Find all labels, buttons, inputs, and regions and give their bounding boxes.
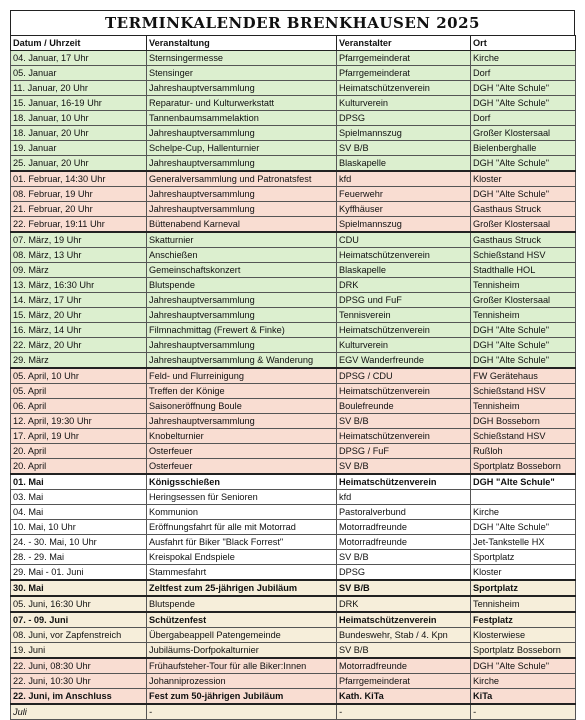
location-cell: Sportplatz Bosseborn xyxy=(471,459,576,475)
date-cell: 29. März xyxy=(11,353,147,369)
event-cell: Osterfeuer xyxy=(147,459,337,475)
organizer-cell: Motorradfreunde xyxy=(337,658,471,674)
organizer-cell: DPSG xyxy=(337,111,471,126)
table-row xyxy=(11,51,576,66)
location-cell: DGH "Alte Schule" xyxy=(471,338,576,353)
event-cell: Jahreshauptversammlung xyxy=(147,414,337,429)
location-cell: Kloster xyxy=(471,565,576,581)
table-row xyxy=(11,232,576,248)
event-cell: Knobelturnier xyxy=(147,429,337,444)
header-event: Veranstaltung xyxy=(147,36,337,51)
table-row xyxy=(11,580,576,596)
date-cell: 08. Juni, vor Zapfenstreich xyxy=(11,628,147,643)
organizer-cell: Heimatschützenverein xyxy=(337,81,471,96)
table-row xyxy=(11,535,576,550)
organizer-cell: Blaskapelle xyxy=(337,263,471,278)
date-cell: 19. Januar xyxy=(11,141,147,156)
event-cell: Anschießen xyxy=(147,248,337,263)
location-cell: FW Gerätehaus xyxy=(471,368,576,384)
event-cell: Johanniprozession xyxy=(147,674,337,689)
event-cell: Jubiläums-Dorfpokalturnier xyxy=(147,643,337,659)
table-row xyxy=(11,550,576,565)
table-row xyxy=(11,202,576,217)
organizer-cell: SV B/B xyxy=(337,550,471,565)
organizer-cell: Kulturverein xyxy=(337,96,471,111)
organizer-cell: SV B/B xyxy=(337,580,471,596)
event-cell: Kreispokal Endspiele xyxy=(147,550,337,565)
location-cell: Großer Klostersaal xyxy=(471,126,576,141)
organizer-cell: - xyxy=(337,704,471,720)
location-cell: DGH Bosseborn xyxy=(471,414,576,429)
location-cell: Schießstand HSV xyxy=(471,248,576,263)
table-row xyxy=(11,96,576,111)
table-header-row xyxy=(11,36,576,51)
location-cell: Tennisheim xyxy=(471,596,576,612)
date-cell: 17. April, 19 Uhr xyxy=(11,429,147,444)
event-cell: Saisoneröffnung Boule xyxy=(147,399,337,414)
table-row xyxy=(11,444,576,459)
event-cell: Jahreshauptversammlung xyxy=(147,202,337,217)
event-cell: Gemeinschaftskonzert xyxy=(147,263,337,278)
date-cell: 16. März, 14 Uhr xyxy=(11,323,147,338)
calendar-sheet xyxy=(10,10,575,720)
event-cell: Jahreshauptversammlung xyxy=(147,338,337,353)
location-cell: Schießstand HSV xyxy=(471,384,576,399)
date-cell: 05. April xyxy=(11,384,147,399)
table-row xyxy=(11,474,576,490)
table-row xyxy=(11,66,576,81)
table-row xyxy=(11,126,576,141)
organizer-cell: Pfarrgemeinderat xyxy=(337,51,471,66)
location-cell: DGH "Alte Schule" xyxy=(471,96,576,111)
organizer-cell: Heimatschützenverein xyxy=(337,429,471,444)
date-cell: 01. Mai xyxy=(11,474,147,490)
organizer-cell: EGV Wanderfreunde xyxy=(337,353,471,369)
event-cell: Königsschießen xyxy=(147,474,337,490)
location-cell: DGH "Alte Schule" xyxy=(471,658,576,674)
date-cell: 22. Juni, im Anschluss xyxy=(11,689,147,705)
location-cell: DGH "Alte Schule" xyxy=(471,520,576,535)
organizer-cell: Heimatschützenverein xyxy=(337,384,471,399)
organizer-cell: DPSG / FuF xyxy=(337,444,471,459)
table-row xyxy=(11,353,576,369)
event-cell: Büttenabend Karneval xyxy=(147,217,337,233)
organizer-cell: Spielmannszug xyxy=(337,126,471,141)
location-cell: Kirche xyxy=(471,51,576,66)
date-cell: 22. Februar, 19:11 Uhr xyxy=(11,217,147,233)
date-cell: 05. Januar xyxy=(11,66,147,81)
organizer-cell: DPSG / CDU xyxy=(337,368,471,384)
table-row xyxy=(11,308,576,323)
header-date: Datum / Uhrzeit xyxy=(11,36,147,51)
event-cell: - xyxy=(147,704,337,720)
event-cell: Filmnachmittag (Frewert & Finke) xyxy=(147,323,337,338)
date-cell: 10. Mai, 10 Uhr xyxy=(11,520,147,535)
organizer-cell: Heimatschützenverein xyxy=(337,323,471,338)
organizer-cell: Pfarrgemeinderat xyxy=(337,66,471,81)
event-cell: Jahreshauptversammlung xyxy=(147,156,337,172)
event-cell: Jahreshauptversammlung xyxy=(147,187,337,202)
table-row xyxy=(11,338,576,353)
table-row xyxy=(11,658,576,674)
event-cell: Jahreshauptversammlung & Wanderung xyxy=(147,353,337,369)
table-row xyxy=(11,384,576,399)
location-cell: Dorf xyxy=(471,111,576,126)
date-cell: 15. Januar, 16-19 Uhr xyxy=(11,96,147,111)
event-cell: Eröffnungsfahrt für alle mit Motorrad xyxy=(147,520,337,535)
table-row xyxy=(11,612,576,628)
location-cell: Gasthaus Struck xyxy=(471,202,576,217)
table-row xyxy=(11,596,576,612)
table-row xyxy=(11,278,576,293)
date-cell: 06. April xyxy=(11,399,147,414)
event-cell: Jahreshauptversammlung xyxy=(147,308,337,323)
event-cell: Stammesfahrt xyxy=(147,565,337,581)
location-cell: Tennisheim xyxy=(471,278,576,293)
organizer-cell: Pfarrgemeinderat xyxy=(337,674,471,689)
organizer-cell: SV B/B xyxy=(337,459,471,475)
organizer-cell: kfd xyxy=(337,171,471,187)
date-cell: 12. April, 19:30 Uhr xyxy=(11,414,147,429)
location-cell: Sportplatz xyxy=(471,580,576,596)
event-cell: Generalversammlung und Patronatsfest xyxy=(147,171,337,187)
location-cell: DGH "Alte Schule" xyxy=(471,156,576,172)
organizer-cell: Heimatschützenverein xyxy=(337,612,471,628)
event-cell: Jahreshauptversammlung xyxy=(147,81,337,96)
event-cell: Zeltfest zum 25-jährigen Jubiläum xyxy=(147,580,337,596)
location-cell: DGH "Alte Schule" xyxy=(471,81,576,96)
event-cell: Schützenfest xyxy=(147,612,337,628)
table-row xyxy=(11,399,576,414)
event-cell: Frühaufsteher-Tour für alle Biker:Innen xyxy=(147,658,337,674)
table-row xyxy=(11,217,576,233)
table-row xyxy=(11,643,576,659)
table-row xyxy=(11,459,576,475)
date-cell: 20. April xyxy=(11,459,147,475)
date-cell: 22. März, 20 Uhr xyxy=(11,338,147,353)
date-cell: 05. April, 10 Uhr xyxy=(11,368,147,384)
organizer-cell: Heimatschützenverein xyxy=(337,474,471,490)
date-cell: 07. März, 19 Uhr xyxy=(11,232,147,248)
location-cell: Kirche xyxy=(471,674,576,689)
event-cell: Tannenbaumsammelaktion xyxy=(147,111,337,126)
location-cell: Klosterwiese xyxy=(471,628,576,643)
location-cell: Tennisheim xyxy=(471,399,576,414)
date-cell: 14. März, 17 Uhr xyxy=(11,293,147,308)
date-cell: Juli xyxy=(11,704,147,720)
location-cell: DGH "Alte Schule" xyxy=(471,474,576,490)
date-cell: 09. März xyxy=(11,263,147,278)
location-cell: Sportplatz xyxy=(471,550,576,565)
table-row xyxy=(11,368,576,384)
location-cell: Rußloh xyxy=(471,444,576,459)
organizer-cell: Blaskapelle xyxy=(337,156,471,172)
table-row xyxy=(11,81,576,96)
location-cell: Gasthaus Struck xyxy=(471,232,576,248)
organizer-cell: Kyffhäuser xyxy=(337,202,471,217)
table-row xyxy=(11,704,576,720)
date-cell: 20. April xyxy=(11,444,147,459)
location-cell: DGH "Alte Schule" xyxy=(471,187,576,202)
organizer-cell: Tennisverein xyxy=(337,308,471,323)
event-cell: Stensinger xyxy=(147,66,337,81)
location-cell: Schießstand HSV xyxy=(471,429,576,444)
table-row xyxy=(11,689,576,705)
organizer-cell: DRK xyxy=(337,596,471,612)
date-cell: 13. März, 16:30 Uhr xyxy=(11,278,147,293)
organizer-cell: Pastoralverbund xyxy=(337,505,471,520)
event-cell: Treffen der Könige xyxy=(147,384,337,399)
date-cell: 03. Mai xyxy=(11,490,147,505)
date-cell: 18. Januar, 10 Uhr xyxy=(11,111,147,126)
table-row xyxy=(11,171,576,187)
date-cell: 22. Juni, 08:30 Uhr xyxy=(11,658,147,674)
organizer-cell: Boulefreunde xyxy=(337,399,471,414)
table-row xyxy=(11,429,576,444)
location-cell: Stadthalle HOL xyxy=(471,263,576,278)
date-cell: 29. Mai - 01. Juni xyxy=(11,565,147,581)
location-cell: KiTa xyxy=(471,689,576,705)
location-cell: Großer Klostersaal xyxy=(471,293,576,308)
location-cell: Dorf xyxy=(471,66,576,81)
date-cell: 28. - 29. Mai xyxy=(11,550,147,565)
organizer-cell: Spielmannszug xyxy=(337,217,471,233)
table-row xyxy=(11,156,576,172)
location-cell: DGH "Alte Schule" xyxy=(471,353,576,369)
organizer-cell: SV B/B xyxy=(337,414,471,429)
location-cell: - xyxy=(471,704,576,720)
location-cell: Tennisheim xyxy=(471,308,576,323)
organizer-cell: Bundeswehr, Stab / 4. Kpn xyxy=(337,628,471,643)
date-cell: 30. Mai xyxy=(11,580,147,596)
event-cell: Kommunion xyxy=(147,505,337,520)
event-cell: Heringsessen für Senioren xyxy=(147,490,337,505)
date-cell: 04. Januar, 17 Uhr xyxy=(11,51,147,66)
date-cell: 11. Januar, 20 Uhr xyxy=(11,81,147,96)
organizer-cell: Feuerwehr xyxy=(337,187,471,202)
organizer-cell: CDU xyxy=(337,232,471,248)
table-row xyxy=(11,293,576,308)
table-row xyxy=(11,187,576,202)
date-cell: 08. März, 13 Uhr xyxy=(11,248,147,263)
organizer-cell: kfd xyxy=(337,490,471,505)
table-row xyxy=(11,414,576,429)
organizer-cell: SV B/B xyxy=(337,141,471,156)
location-cell: Festplatz xyxy=(471,612,576,628)
table-row xyxy=(11,505,576,520)
table-row xyxy=(11,520,576,535)
table-row xyxy=(11,628,576,643)
date-cell: 01. Februar, 14:30 Uhr xyxy=(11,171,147,187)
organizer-cell: Kulturverein xyxy=(337,338,471,353)
table-row xyxy=(11,674,576,689)
location-cell: Großer Klostersaal xyxy=(471,217,576,233)
date-cell: 05. Juni, 16:30 Uhr xyxy=(11,596,147,612)
location-cell: Kloster xyxy=(471,171,576,187)
event-cell: Jahreshauptversammlung xyxy=(147,293,337,308)
event-cell: Reparatur- und Kulturwerkstatt xyxy=(147,96,337,111)
date-cell: 19. Juni xyxy=(11,643,147,659)
table-row xyxy=(11,490,576,505)
table-row xyxy=(11,111,576,126)
table-row xyxy=(11,248,576,263)
event-cell: Fest zum 50-jährigen Jubiläum xyxy=(147,689,337,705)
event-cell: Feld- und Flurreinigung xyxy=(147,368,337,384)
event-cell: Jahreshauptversammlung xyxy=(147,126,337,141)
event-rows xyxy=(11,51,576,720)
event-cell: Ausfahrt für Biker "Black Forrest" xyxy=(147,535,337,550)
table-row xyxy=(11,263,576,278)
event-cell: Skatturnier xyxy=(147,232,337,248)
date-cell: 04. Mai xyxy=(11,505,147,520)
location-cell: Jet-Tankstelle HX xyxy=(471,535,576,550)
header-organizer: Veranstalter xyxy=(337,36,471,51)
date-cell: 25. Januar, 20 Uhr xyxy=(11,156,147,172)
date-cell: 24. - 30. Mai, 10 Uhr xyxy=(11,535,147,550)
location-cell: DGH "Alte Schule" xyxy=(471,323,576,338)
organizer-cell: Motorradfreunde xyxy=(337,520,471,535)
event-cell: Sternsingermesse xyxy=(147,51,337,66)
date-cell: 07. - 09. Juni xyxy=(11,612,147,628)
location-cell xyxy=(471,490,576,505)
page-title: TERMINKALENDER BRENKHAUSEN 2025 xyxy=(10,10,575,35)
table-row xyxy=(11,323,576,338)
event-cell: Übergabeappell Patengemeinde xyxy=(147,628,337,643)
table-row xyxy=(11,141,576,156)
date-cell: 18. Januar, 20 Uhr xyxy=(11,126,147,141)
date-cell: 22. Juni, 10:30 Uhr xyxy=(11,674,147,689)
event-cell: Schelpe-Cup, Hallenturnier xyxy=(147,141,337,156)
event-cell: Blutspende xyxy=(147,278,337,293)
location-cell: Kirche xyxy=(471,505,576,520)
organizer-cell: DPSG und FuF xyxy=(337,293,471,308)
organizer-cell: DRK xyxy=(337,278,471,293)
location-cell: Bielenberghalle xyxy=(471,141,576,156)
date-cell: 15. März, 20 Uhr xyxy=(11,308,147,323)
date-cell: 08. Februar, 19 Uhr xyxy=(11,187,147,202)
organizer-cell: Kath. KiTa xyxy=(337,689,471,705)
organizer-cell: DPSG xyxy=(337,565,471,581)
organizer-cell: Motorradfreunde xyxy=(337,535,471,550)
event-table xyxy=(10,35,576,720)
header-location: Ort xyxy=(471,36,576,51)
date-cell: 21. Februar, 20 Uhr xyxy=(11,202,147,217)
organizer-cell: Heimatschützenverein xyxy=(337,248,471,263)
table-row xyxy=(11,565,576,581)
organizer-cell: SV B/B xyxy=(337,643,471,659)
event-cell: Osterfeuer xyxy=(147,444,337,459)
event-cell: Blutspende xyxy=(147,596,337,612)
location-cell: Sportplatz Bosseborn xyxy=(471,643,576,659)
